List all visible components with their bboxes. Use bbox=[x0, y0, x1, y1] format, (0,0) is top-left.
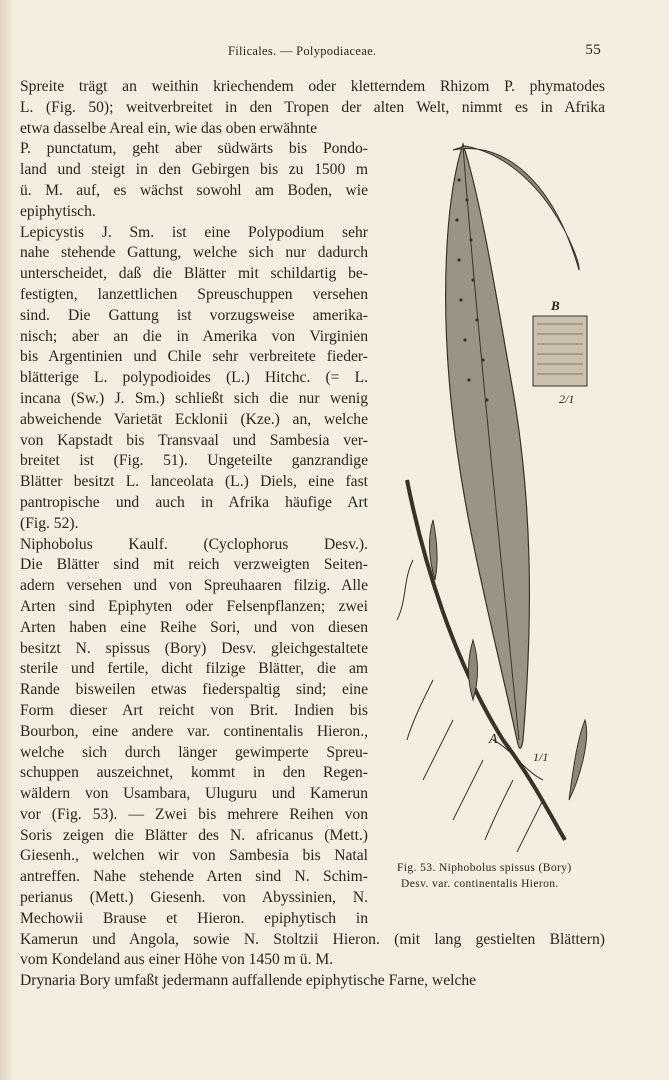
text-line: abweichende Varietät Ecklonii (Kze.) an, welche bbox=[20, 410, 368, 428]
figure-53-illustration bbox=[393, 140, 623, 860]
text-line: Blätter besitzt L. lanceolata (L.) Diels, eine fast bbox=[20, 473, 368, 491]
text-line: festigten, lanzettlichen Spreuschuppen versehen bbox=[20, 285, 368, 303]
text-line: incana (Sw.) J. Sm.) schließt sich die nur wenig bbox=[20, 389, 368, 407]
fern-drawing bbox=[393, 140, 623, 860]
text-line: wäldern von Usambara, Uluguru und Kamerun bbox=[20, 785, 368, 803]
caption-line-1: Fig. 53. Niphobolus spissus (Bory) bbox=[397, 862, 572, 874]
text-line: unterscheidet, daß die Blätter mit schildartig be- bbox=[20, 265, 368, 283]
label-b: B bbox=[551, 298, 560, 313]
text-line: Drynaria Bory umfaßt jedermann auffallende epiphytische Farne, welche bbox=[20, 972, 477, 990]
text-line: von Kapstadt bis Transvaal und Sambesia ver- bbox=[20, 431, 368, 449]
frond-blade bbox=[446, 144, 530, 748]
text-line: Bourbon, eine andere var. continentalis Hieron., bbox=[20, 722, 368, 740]
scale-b: 2/1 bbox=[559, 392, 575, 406]
text-line: epiphytisch. bbox=[20, 202, 96, 220]
text-line: Spreite trägt an weithin kriechendem oder kletterndem Rhizom P. phymatodes bbox=[20, 78, 605, 95]
text-line: Arten haben eine Reihe Sori, und von diesen bbox=[20, 618, 368, 636]
text-line: vor (Fig. 53). — Zwei bis mehrere Reihen von bbox=[20, 805, 368, 823]
text-line: P. punctatum, geht aber südwärts bis Pondo- bbox=[20, 140, 368, 158]
page-number: 55 bbox=[585, 42, 601, 58]
text-line: blätterige L. polypodioides (L.) Hitchc. (= L. bbox=[20, 369, 368, 387]
text-line: Rande bisweilen etwas fiederspaltig sind; eine bbox=[20, 681, 368, 699]
text-line: etwa dasselbe Areal ein, wie das oben erwähnte bbox=[20, 119, 318, 137]
text-line: vom Kondeland aus einer Höhe von 1450 m ü. M. bbox=[20, 951, 334, 969]
text-line: perianus (Mett.) Giesenh. von Abyssinien, N. bbox=[20, 889, 368, 907]
text-line: sterile und fertile, dicht filzige Blätter, die am bbox=[20, 660, 368, 678]
text-line: Lepicystis J. Sm. ist eine Polypodium sehr bbox=[20, 223, 368, 241]
figure-caption bbox=[397, 860, 617, 892]
inset-b-scales bbox=[533, 316, 587, 386]
text-line: sind. Die Gattung ist vorzugsweise amerika- bbox=[20, 306, 368, 324]
caption-line-2: Desv. var. continentalis Hieron. bbox=[401, 878, 559, 890]
text-line: Soris zeigen die Blätter des N. africanus (Mett.) bbox=[20, 826, 368, 844]
small-frond-3 bbox=[569, 720, 587, 800]
text-line: (Fig. 52). bbox=[20, 514, 79, 532]
text-line: Kamerun und Angola, sowie N. Stoltzii Hieron. (mit lang gestielten Blättern) bbox=[20, 930, 605, 948]
text-line: schuppen auszeichnet, kommt in den Regen- bbox=[20, 764, 368, 782]
label-a: A bbox=[489, 732, 498, 747]
page-gutter-shadow bbox=[0, 0, 14, 1080]
text-line: besitzt N. spissus (Bory) Desv. gleichgestaltete bbox=[20, 639, 368, 657]
text-line: welche sich durch länger gewimperte Spreu- bbox=[20, 743, 368, 761]
text-line: Mechowii Brause et Hieron. epiphytisch in bbox=[20, 909, 368, 927]
scale-a: 1/1 bbox=[533, 750, 549, 764]
text-line: Niphobolus Kaulf. (Cyclophorus Desv.). bbox=[20, 535, 368, 553]
text-line: pantropische und auch in Afrika häufige Art bbox=[20, 493, 368, 511]
text-line: Arten sind Epiphyten oder Felsenpflanzen; zwei bbox=[20, 597, 368, 615]
text-line: nahe stehende Gattung, welche sich nur dadurch bbox=[20, 244, 368, 262]
text-line: antreffen. Nahe stehende Arten sind N. Schim- bbox=[20, 868, 368, 886]
text-line: Die Blätter sind mit reich verzweigten Seiten- bbox=[20, 556, 368, 574]
running-head bbox=[0, 42, 669, 62]
text-line: L. (Fig. 50); weitverbreitet in den Tropen der alten Welt, nimmt es in Afrika bbox=[20, 98, 605, 116]
text-line: land und steigt in den Gebirgen bis zu 1500 m bbox=[20, 161, 368, 179]
text-line: bis Argentinien und Chile sehr verbreitete fieder- bbox=[20, 348, 368, 366]
text-line: Giesenh., welchen wir von Sambesia bis Natal bbox=[20, 847, 368, 865]
text-line: adern versehen und von Spreuhaaren filzig. Alle bbox=[20, 577, 368, 595]
text-line: Form dieser Art reicht von Brit. Indien bis bbox=[20, 701, 368, 719]
text-line: breitet ist (Fig. 51). Ungeteilte ganzrandige bbox=[20, 452, 368, 470]
text-line: ü. M. auf, es wächst sowohl am Boden, wie bbox=[20, 181, 368, 199]
text-line: nisch; aber an die in Amerika von Virginien bbox=[20, 327, 368, 345]
running-head-title: Filicales. — Polypodiaceae. bbox=[228, 44, 377, 58]
